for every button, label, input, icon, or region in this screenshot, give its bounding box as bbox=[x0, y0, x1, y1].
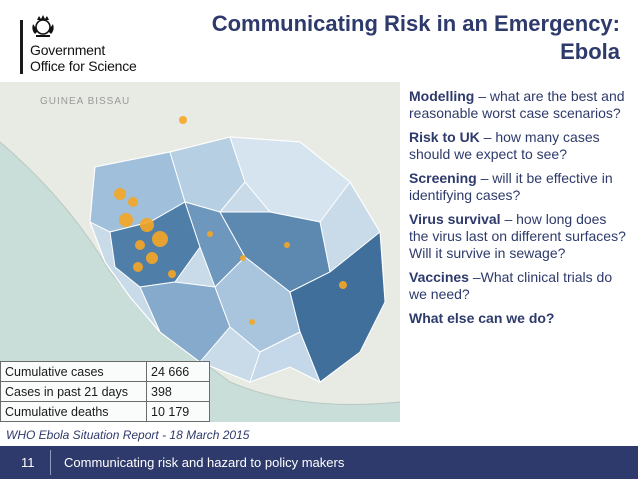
list-item-heading: What else can we do? bbox=[409, 310, 555, 326]
list-item-text: – will it be effective in identifying cases? bbox=[409, 170, 613, 203]
case-marker bbox=[128, 197, 138, 207]
logo-bar bbox=[20, 20, 23, 74]
footer-text: Communicating risk and hazard to policy makers bbox=[64, 455, 345, 470]
map-label-guinea-bissau: GUINEA BISSAU bbox=[40, 96, 131, 107]
logo-text bbox=[30, 42, 137, 74]
case-marker bbox=[114, 188, 126, 200]
footer-bar bbox=[0, 446, 638, 479]
table-row bbox=[1, 362, 210, 382]
slide-title-line-1: Communicating Risk in an Emergency: bbox=[211, 11, 620, 36]
stat-label: Cases in past 21 days bbox=[1, 382, 147, 402]
list-item-heading: Risk to UK bbox=[409, 129, 480, 145]
logo-line-1: Government bbox=[30, 42, 106, 58]
list-item-text: – how many cases should we expect to see? bbox=[409, 129, 600, 162]
royal-crest-icon bbox=[30, 12, 56, 38]
list-item bbox=[409, 211, 627, 262]
logo-line-2: Office for Science bbox=[30, 58, 137, 74]
list-item bbox=[409, 269, 627, 303]
case-marker bbox=[135, 240, 145, 250]
case-marker bbox=[284, 242, 290, 248]
case-marker bbox=[119, 213, 133, 227]
list-item bbox=[409, 88, 627, 122]
stat-value: 398 bbox=[147, 382, 210, 402]
case-marker bbox=[339, 281, 347, 289]
list-item-heading: Modelling bbox=[409, 88, 475, 104]
slide-title bbox=[180, 10, 620, 66]
page-number: 11 bbox=[21, 455, 35, 470]
case-marker bbox=[249, 319, 255, 325]
case-marker bbox=[146, 252, 158, 264]
list-item-heading: Virus survival bbox=[409, 211, 501, 227]
case-marker bbox=[140, 218, 154, 232]
case-marker bbox=[168, 270, 176, 278]
stat-value: 24 666 bbox=[147, 362, 210, 382]
list-item-heading: Vaccines bbox=[409, 269, 469, 285]
gov-office-science-logo bbox=[20, 12, 160, 74]
list-item-text: –What clinical trials do we need? bbox=[409, 269, 613, 302]
list-item bbox=[409, 170, 627, 204]
list-item bbox=[409, 129, 627, 163]
table-row bbox=[1, 402, 210, 422]
question-list bbox=[409, 88, 627, 334]
list-item-heading: Screening bbox=[409, 170, 477, 186]
case-marker bbox=[152, 231, 168, 247]
case-marker bbox=[179, 116, 187, 124]
list-item bbox=[409, 310, 627, 327]
cases-summary-table bbox=[0, 361, 210, 422]
case-marker bbox=[240, 255, 246, 261]
stat-label: Cumulative cases bbox=[1, 362, 147, 382]
slide-title-line-2: Ebola bbox=[560, 39, 620, 64]
list-item-text: – what are the best and reasonable worst case scenarios? bbox=[409, 88, 625, 121]
source-caption: WHO Ebola Situation Report - 18 March 2015 bbox=[6, 428, 250, 442]
list-item-text: – how long does the virus last on different surfaces? Will it survive in sewage? bbox=[409, 211, 626, 261]
stat-label: Cumulative deaths bbox=[1, 402, 147, 422]
stat-value: 10 179 bbox=[147, 402, 210, 422]
table-row bbox=[1, 382, 210, 402]
case-marker bbox=[133, 262, 143, 272]
case-marker bbox=[207, 231, 213, 237]
footer-divider bbox=[50, 450, 51, 475]
